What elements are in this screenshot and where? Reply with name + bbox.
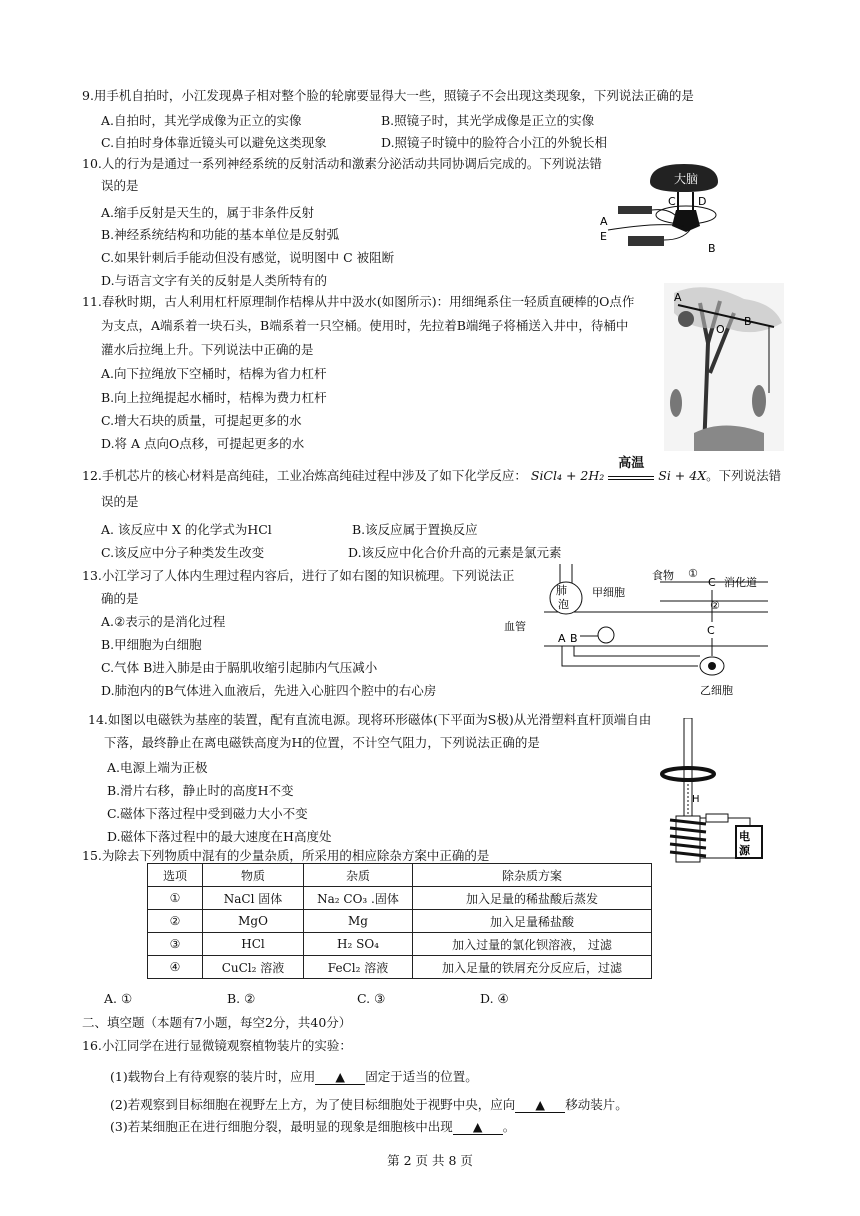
- q16-part-3-text: (3)若某细胞正在进行细胞分裂，最明显的现象是细胞核中出现: [110, 1119, 453, 1134]
- q15-table: [147, 863, 652, 979]
- q13-stem-2: 确的是: [101, 591, 139, 606]
- gas-b-label: B: [570, 632, 578, 645]
- q15-option-d: D. ④: [480, 991, 509, 1006]
- q16-part-3-tail: 。: [502, 1119, 516, 1134]
- q10-stem-2: 误的是: [101, 178, 139, 193]
- table-row: [148, 933, 652, 956]
- brain-label: 大脑: [674, 172, 699, 186]
- cell: HCl: [203, 933, 304, 956]
- q14-option-c: C.磁体下落过程中受到磁力大小不变: [107, 806, 308, 821]
- q16-part-1: [110, 1069, 478, 1085]
- q11-stem-2: 为支点，A端系着一块石头，B端系着一只空桶。使用时，先拉着B端绳子将桶送入井中，待桶中: [101, 318, 629, 333]
- q9-stem: 9.用手机自拍时，小江发现鼻子相对整个脸的轮廓要显得大一些，照镜子不会出现这类现象，下列说法正确的是: [82, 88, 694, 103]
- q16-stem: 16.小江同学在进行显微镜观察植物装片的实验：: [82, 1038, 352, 1053]
- q12-stem-tail: 。下列说法错: [706, 468, 782, 483]
- q12-eq-arrow: [608, 456, 654, 480]
- q15-option-c: C. ③: [357, 991, 386, 1006]
- well-sweep-figure: [664, 283, 784, 451]
- cell: 加入足量的稀盐酸后蒸发: [413, 887, 652, 910]
- q12-option-d: D.该反应中化合价升高的元素是氯元素: [348, 545, 562, 560]
- fig-label-o: O: [716, 323, 725, 336]
- q16-part-2: [110, 1097, 628, 1113]
- power-label-1: 电: [739, 830, 750, 843]
- col-impurity: 杂质: [304, 864, 413, 887]
- cell: 加入足量稀盐酸: [413, 910, 652, 933]
- q15-stem: 15.为除去下列物质中混有的少量杂质，所采用的相应除杂方案中正确的是: [82, 848, 490, 863]
- q15-option-a: A. ①: [104, 991, 133, 1006]
- q16-part-2-text: (2)若观察到目标细胞在视野左上方，为了使目标细胞处于视野中央，应向: [110, 1097, 516, 1112]
- reflex-arc-figure: [598, 160, 770, 260]
- q13-option-c: C.气体 B进入肺是由于膈肌收缩引起肺内气压减小: [101, 660, 378, 675]
- cell-yi-label: 乙细胞: [700, 684, 733, 697]
- fig-label-a: A: [674, 291, 682, 304]
- q12-option-c: C.该反应中分子种类发生改变: [101, 545, 265, 560]
- q9-option-a: A.自拍时，其光学成像为正立的实像: [101, 113, 302, 128]
- cell: MgO: [203, 910, 304, 933]
- q12-stem: [82, 456, 782, 484]
- table-row: [148, 956, 652, 979]
- fig-label-b: B: [708, 242, 716, 255]
- step-2-label: ②: [710, 599, 720, 612]
- q12-option-a: A. 该反应中 X 的化学式为HCl: [101, 522, 272, 537]
- q12-eq-right: Si + 4X: [658, 468, 707, 483]
- q11-stem-3: 灌水后拉绳上升。下列说法中正确的是: [101, 342, 314, 357]
- cell: 加入过量的氯化钡溶液， 过滤: [413, 933, 652, 956]
- q12-stem-text: 12.手机芯片的核心材料是高纯硅，工业冶炼高纯硅过程中涉及了如下化学反应：: [82, 468, 527, 483]
- cell: H₂ SO₄: [304, 933, 413, 956]
- cell: Mg: [304, 910, 413, 933]
- q9-option-b: B.照镜子时，其光学成像是正立的实像: [381, 113, 595, 128]
- q16-blank-2[interactable]: ▲: [515, 1098, 565, 1113]
- cell: ③: [148, 933, 203, 956]
- cell: ②: [148, 910, 203, 933]
- q9-option-d: D.照镜子时镜中的脸符合小江的外貌长相: [381, 135, 608, 150]
- cell: NaCl 固体: [203, 887, 304, 910]
- cell: ④: [148, 956, 203, 979]
- fig-label-e: E: [600, 230, 607, 243]
- electromagnet-figure: [654, 718, 770, 864]
- digestive-tract-label: 消化道: [724, 576, 757, 589]
- alveolus-label-1: 肺: [556, 584, 567, 597]
- q11-option-b: B.向上拉绳提起水桶时，桔槔为费力杠杆: [101, 390, 327, 405]
- q12-eq-left: SiCl₄ + 2H₂: [530, 468, 605, 483]
- q11-stem: 11.春秋时期，古人利用杠杆原理制作桔槔从井中汲水(如图所示)：用细绳系住一轻质直硬棒的O点作: [82, 294, 635, 309]
- cell: CuCl₂ 溶液: [203, 956, 304, 979]
- q10-option-d: D.与语言文字有关的反射是人类所特有的: [101, 273, 328, 288]
- q15-option-b: B. ②: [227, 991, 256, 1006]
- cell: ①: [148, 887, 203, 910]
- fig-label-a: A: [600, 215, 608, 228]
- col-option: 选项: [148, 864, 203, 887]
- q13-option-a: A.②表示的是消化过程: [101, 614, 226, 629]
- col-substance: 物质: [203, 864, 304, 887]
- power-label-2: 源: [739, 844, 750, 857]
- cell: 加入足量的铁屑充分反应后，过滤: [413, 956, 652, 979]
- fig-label-c: C: [668, 195, 676, 208]
- q16-part-2-tail: 移动装片。: [565, 1097, 628, 1112]
- q16-part-3: [110, 1119, 515, 1135]
- q13-stem: 13.小江学习了人体内生理过程内容后，进行了如右图的知识梳理。下列说法正: [82, 568, 515, 583]
- q16-blank-1[interactable]: ▲: [315, 1070, 365, 1085]
- q14-option-b: B.滑片右移，静止时的高度H不变: [107, 783, 294, 798]
- c-label-2: C: [707, 624, 715, 637]
- q14-stem-2: 下落，最终静止在离电磁铁高度为H的位置，不计空气阻力，下列说法正确的是: [104, 735, 540, 750]
- q9-option-c: C.自拍时身体靠近镜头可以避免这类现象: [101, 135, 327, 150]
- q12-stem-2: 误的是: [101, 494, 139, 509]
- alveolus-label-2: 泡: [558, 598, 569, 611]
- fig-label-b: B: [744, 315, 752, 328]
- vessel-label: 血管: [504, 620, 526, 633]
- q12-eq-condition: 高温: [618, 456, 645, 471]
- physiology-diagram: [500, 564, 772, 700]
- q16-part-1-text: (1)载物台上有待观察的装片时，应用: [110, 1069, 316, 1084]
- q13-option-b: B.甲细胞为白细胞: [101, 637, 202, 652]
- section-heading: 二、填空题（本题有7小题，每空2分，共40分）: [82, 1015, 352, 1030]
- q16-blank-3[interactable]: ▲: [453, 1120, 503, 1135]
- q11-option-c: C.增大石块的质量，可提起更多的水: [101, 413, 302, 428]
- fig-label-d: D: [698, 195, 707, 208]
- q10-option-a: A.缩手反射是天生的，属于非条件反射: [101, 205, 315, 220]
- c-label-1: C: [708, 576, 716, 589]
- q14-option-d: D.磁体下落过程中的最大速度在H高度处: [107, 829, 332, 844]
- cell: Na₂ CO₃ .固体: [304, 887, 413, 910]
- q14-option-a: A.电源上端为正极: [107, 760, 208, 775]
- q11-option-a: A.向下拉绳放下空桶时，桔槔为省力杠杆: [101, 366, 327, 381]
- q10-stem: 10.人的行为是通过一系列神经系统的反射活动和激素分泌活动共同协调后完成的。下列说法错: [82, 156, 602, 171]
- gas-a-label: A: [558, 632, 566, 645]
- q16-part-1-tail: 固定于适当的位置。: [365, 1069, 478, 1084]
- col-method: 除杂质方案: [413, 864, 652, 887]
- food-label: 食物: [652, 569, 674, 582]
- step-1-label: ①: [688, 567, 698, 580]
- q11-option-d: D.将 A 点向O点移，可提起更多的水: [101, 436, 305, 451]
- cell-jia-label: 甲细胞: [592, 586, 625, 599]
- table-row: [148, 910, 652, 933]
- q12-option-b: B.该反应属于置换反应: [352, 522, 478, 537]
- height-h-label: H: [692, 794, 700, 805]
- q14-stem: 14.如图以电磁铁为基座的装置，配有直流电源。现将环形磁体(下平面为S极)从光滑塑料直杆顶端自由: [88, 712, 652, 727]
- cell: FeCl₂ 溶液: [304, 956, 413, 979]
- table-header-row: [148, 864, 652, 887]
- q13-option-d: D.肺泡内的B气体进入血液后，先进入心脏四个腔中的右心房: [101, 683, 437, 698]
- table-row: [148, 887, 652, 910]
- q10-option-c: C.如果针刺后手能动但没有感觉，说明图中 C 被阻断: [101, 250, 395, 265]
- page-footer: 第 2 页 共 8 页: [387, 1153, 473, 1168]
- q10-option-b: B.神经系统结构和功能的基本单位是反射弧: [101, 227, 340, 242]
